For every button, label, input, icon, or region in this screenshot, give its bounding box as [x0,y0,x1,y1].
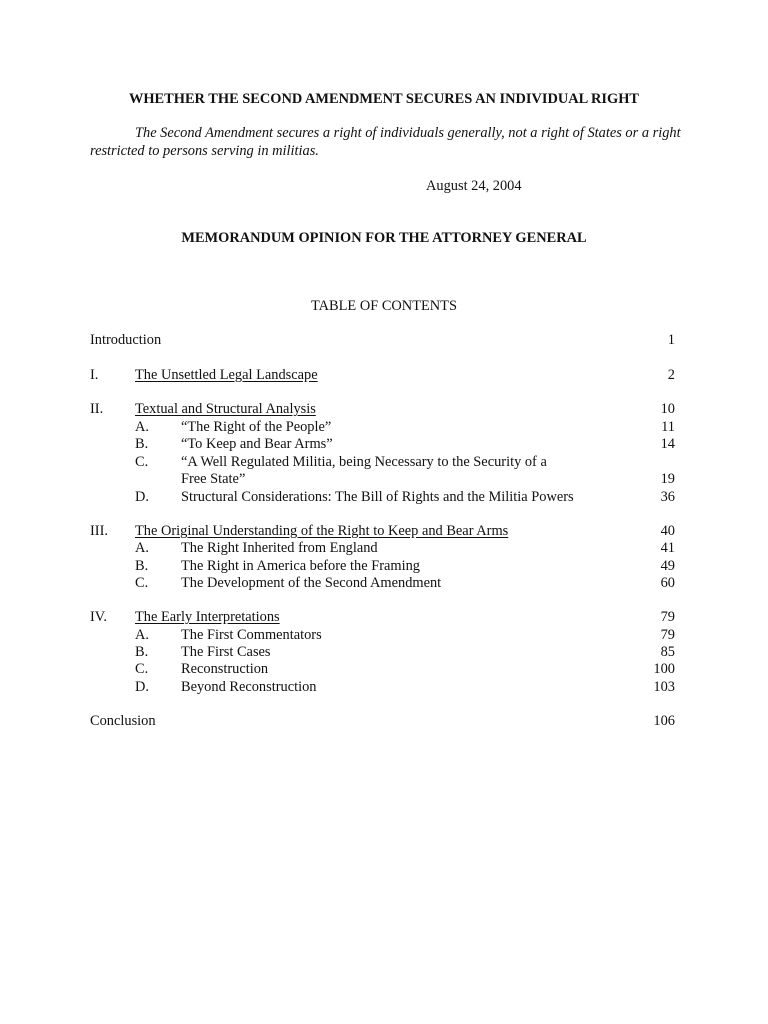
toc-subsection-letter: C. [135,575,149,591]
toc-subsection-letter: D. [135,489,149,505]
toc-label: Conclusion [90,713,156,729]
toc-subsection-label: The Right in America before the Framing [181,558,420,574]
document-summary: The Second Amendment secures a right of individuals generally, not a right of States or a right restricted to persons serving in militias. [90,125,681,159]
toc-row-subsection [90,489,675,506]
toc-subsection-label: The First Cases [181,644,271,660]
toc-section-label: The Unsettled Legal Landscape [135,367,318,383]
toc-row-section-4 [90,609,675,626]
toc-row-subsection [90,679,675,696]
toc-section-label: The Early Interpretations [135,609,280,625]
document-date: August 24, 2004 [426,178,522,194]
toc-row-section-1 [90,367,675,384]
document-title: WHETHER THE SECOND AMENDMENT SECURES AN INDIVIDUAL RIGHT [128,91,640,107]
toc-row-subsection [90,575,675,592]
toc-subsection-letter: A. [135,419,149,435]
toc-page-number: 60 [660,575,675,591]
toc-subsection-label: “To Keep and Bear Arms” [181,436,333,452]
toc-page-number: 85 [660,644,675,660]
toc-row-subsection-continued [90,471,675,488]
toc-subsection-label-continued: Free State” [181,471,246,487]
toc-page-number: 14 [660,436,675,452]
toc-row-conclusion [90,713,675,730]
toc-subsection-letter: C. [135,661,149,677]
toc-section-number: I. [90,367,99,383]
toc-page-number: 2 [667,367,675,383]
toc-subsection-label: “The Right of the People” [181,419,332,435]
toc-section-label: Textual and Structural Analysis [135,401,316,417]
toc-row-subsection [90,419,675,436]
toc-subsection-letter: B. [135,644,149,660]
memorandum-heading: MEMORANDUM OPINION FOR THE ATTORNEY GENERAL [181,230,587,246]
toc-subsection-letter: A. [135,627,149,643]
toc-subsection-label: The Right Inherited from England [181,540,378,556]
toc-subsection-label: The Development of the Second Amendment [181,575,442,591]
toc-subsection-label: Reconstruction [181,661,269,677]
toc-page-number: 1 [667,332,675,348]
toc-page-number: 49 [660,558,675,574]
toc-section-number: III. [90,523,108,539]
toc-subsection-label: The First Commentators [181,627,322,643]
toc-row-subsection [90,454,675,471]
toc-subsection-letter: D. [135,679,149,695]
toc-page-number: 10 [660,401,675,417]
toc-subsection-letter: B. [135,558,149,574]
toc-section-number: IV. [90,609,107,625]
toc-row-subsection [90,540,675,557]
toc-label: Introduction [90,332,162,348]
toc-subsection-letter: C. [135,454,149,470]
toc-page-number: 79 [660,609,675,625]
toc-page-number: 106 [653,713,675,729]
toc-title: TABLE OF CONTENTS [311,298,457,314]
toc-row-subsection [90,436,675,453]
toc-subsection-label: “A Well Regulated Militia, being Necessary to the Security of a [181,454,547,470]
toc-page-number: 19 [660,471,675,487]
toc-row-subsection [90,661,675,678]
toc-subsection-letter: A. [135,540,149,556]
toc-subsection-label: Beyond Reconstruction [181,679,317,695]
toc-row-subsection [90,558,675,575]
toc-page-number: 40 [660,523,675,539]
toc-row-introduction [90,332,675,349]
toc-page-number: 103 [653,679,675,695]
toc-page-number: 36 [660,489,675,505]
toc-row-section-2 [90,401,675,418]
toc-row-subsection [90,644,675,661]
toc-subsection-label: Structural Considerations: The Bill of Rights and the Militia Powers [181,489,574,505]
toc-page-number: 41 [660,540,675,556]
toc-row-section-3 [90,523,675,540]
toc-page-number: 11 [661,419,675,435]
toc-section-number: II. [90,401,104,417]
toc-subsection-letter: B. [135,436,149,452]
toc-page-number: 79 [660,627,675,643]
toc-page-number: 100 [653,661,675,677]
toc-row-subsection [90,627,675,644]
toc-section-label: The Original Understanding of the Right to Keep and Bear Arms [135,523,509,539]
